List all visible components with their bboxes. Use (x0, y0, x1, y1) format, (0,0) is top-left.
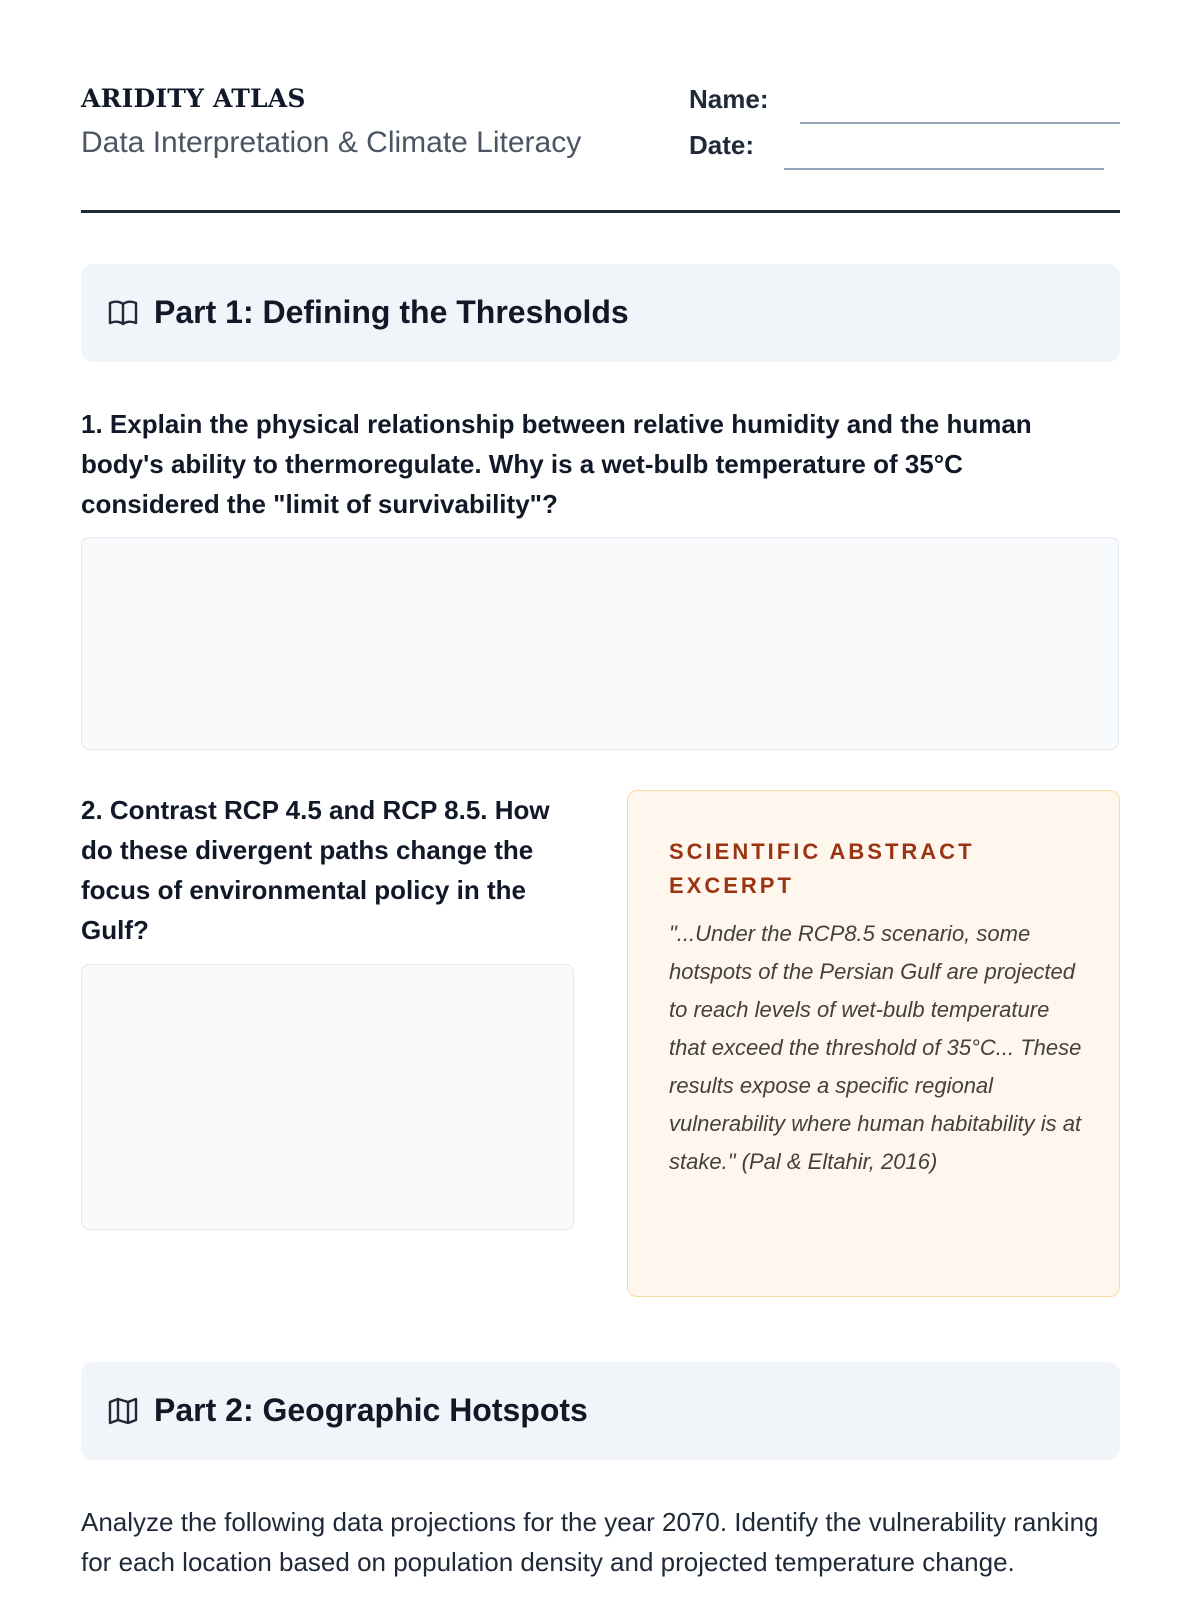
worksheet-subtitle: Data Interpretation & Climate Literacy (81, 126, 582, 159)
date-label: Date: (689, 130, 755, 160)
date-field (689, 130, 1104, 170)
part2-title: Part 2: Geographic Hotspots (154, 1392, 588, 1428)
scientific-abstract-callout (627, 790, 1120, 1297)
part1-title: Part 1: Defining the Thresholds (154, 294, 629, 330)
map-icon (107, 1396, 139, 1426)
answer-box-2[interactable] (81, 964, 574, 1230)
abstract-quote: "...Under the RCP8.5 scenario, some hotspots of the Persian Gulf are projected to reach levels of wet-bulb temperature that exceed the threshold of 35°C... These results expose a specific regional vulnerability where human habitability is at stake." (Pal & Eltahir, 2016) (669, 921, 1082, 1174)
question-2: 2. Contrast RCP 4.5 and RCP 8.5. How do these divergent paths change the focus of environmental policy in the Gulf? (81, 795, 550, 945)
date-input-line[interactable] (784, 168, 1104, 170)
name-input-line[interactable] (800, 122, 1120, 124)
worksheet-header (81, 84, 1120, 213)
name-label: Name: (689, 84, 769, 114)
part2-header (81, 1362, 1120, 1460)
abstract-label: SCIENTIFIC ABSTRACT EXCERPT (669, 839, 975, 898)
part2-intro: Analyze the following data projections for the year 2070. Identify the vulnerability ranking for each location based on population density and projected temperature change. (81, 1507, 1099, 1577)
book-open-icon (107, 298, 139, 328)
name-field (689, 84, 1120, 124)
answer-box-1[interactable] (81, 537, 1119, 750)
part1-header (81, 264, 1120, 362)
question-1: 1. Explain the physical relationship between relative humidity and the human body's ability to thermoregulate. Why is a wet-bulb temperature of 35°C considered the "limit of survivability"? (81, 409, 1032, 519)
brand-title: ARIDITY ATLAS (81, 84, 306, 113)
